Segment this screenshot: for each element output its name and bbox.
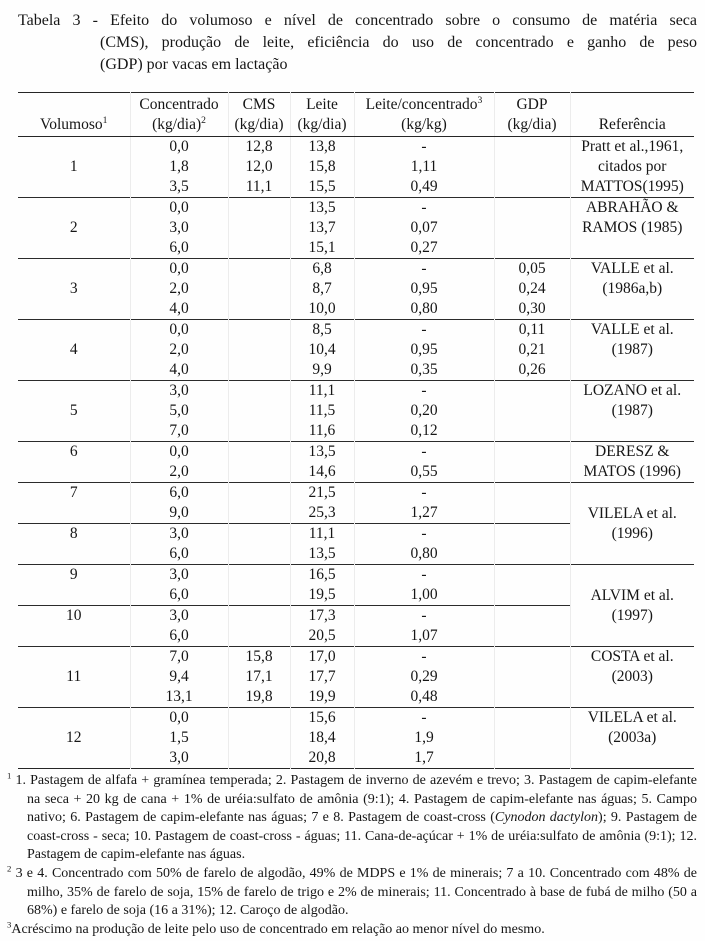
reference-line: VALLE et al. (590, 321, 674, 338)
reference-line: (1996) (611, 524, 653, 542)
cell-leite: 20,8 (290, 748, 354, 769)
header-unit (131, 115, 228, 135)
cell-leite: 8,7 (290, 279, 354, 299)
cell-gdp (494, 647, 570, 668)
cell-concentrado: 5,0 (130, 401, 228, 421)
reference-line: (2003) (611, 668, 653, 685)
header-volumoso (18, 93, 130, 137)
cell-gdp (494, 524, 570, 545)
cell-concentrado: 6,0 (130, 585, 228, 606)
cell-volumoso: 6 (18, 442, 130, 483)
cell-referencia (570, 320, 694, 381)
data-table (18, 92, 694, 769)
cell-leite-concentrado: 1,07 (354, 626, 494, 647)
cell-referencia (570, 483, 694, 565)
cell-referencia (570, 442, 694, 483)
cell-leite: 15,6 (290, 708, 354, 729)
cell-leite-concentrado: 0,35 (354, 360, 494, 381)
cell-concentrado: 1,5 (130, 728, 228, 748)
cell-leite-concentrado: - (354, 198, 494, 219)
table-row (18, 708, 694, 729)
cell-volumoso: 8 (18, 524, 130, 565)
cell-cms (228, 401, 290, 421)
caption-line-1: Tabela 3 - Efeito do volumoso e nível de concentrado sobre o consumo de matéria seca (18, 12, 697, 29)
cell-gdp (494, 687, 570, 708)
cell-leite-concentrado: 0,95 (354, 279, 494, 299)
cell-gdp (494, 401, 570, 421)
cell-gdp: 0,30 (494, 299, 570, 320)
cell-cms (228, 381, 290, 402)
cell-leite: 15,1 (290, 238, 354, 259)
header-unit (229, 115, 290, 135)
cell-leite-concentrado: - (354, 565, 494, 586)
cell-concentrado: 3,0 (130, 218, 228, 238)
cell-leite-concentrado: - (354, 320, 494, 341)
cell-cms (228, 708, 290, 729)
cell-referencia (570, 198, 694, 259)
cell-concentrado: 3,0 (130, 606, 228, 627)
cell-volumoso: 4 (18, 320, 130, 381)
table-row (18, 565, 694, 586)
cell-leite: 19,5 (290, 585, 354, 606)
cell-cms (228, 442, 290, 463)
cell-concentrado: 3,0 (130, 565, 228, 586)
header-superscript: 3 (477, 94, 483, 106)
cell-concentrado: 9,4 (130, 667, 228, 687)
cell-gdp (494, 544, 570, 565)
cell-gdp (494, 238, 570, 259)
cell-volumoso: 1 (18, 137, 130, 198)
reference-line: COSTA et al. (590, 648, 674, 665)
header-label-text: Volumoso (40, 116, 103, 133)
cell-leite: 20,5 (290, 626, 354, 647)
header-unit-text: (kg/dia) (507, 116, 557, 133)
header-label (291, 95, 354, 115)
table-row (18, 442, 694, 463)
cell-cms: 11,1 (228, 177, 290, 198)
reference-line: (1987) (611, 341, 653, 358)
cell-volumoso: 10 (18, 606, 130, 647)
cell-cms (228, 585, 290, 606)
cell-gdp (494, 421, 570, 442)
cell-leite: 25,3 (290, 503, 354, 524)
cell-leite: 13,5 (290, 544, 354, 565)
cell-gdp (494, 667, 570, 687)
cell-cms (228, 728, 290, 748)
cell-concentrado: 1,8 (130, 157, 228, 177)
cell-cms (228, 320, 290, 341)
cell-cms (228, 503, 290, 524)
cell-cms (228, 259, 290, 280)
cell-leite-concentrado: 0,49 (354, 177, 494, 198)
cell-referencia (570, 137, 694, 198)
cell-leite-concentrado: 0,27 (354, 238, 494, 259)
header-label-text: Leite/concentrado (365, 96, 478, 113)
cell-cms (228, 299, 290, 320)
cell-leite-concentrado: 1,00 (354, 585, 494, 606)
reference-line: LOZANO et al. (583, 382, 682, 399)
header-cms (228, 93, 290, 137)
header-unit (495, 115, 570, 135)
cell-leite: 15,8 (290, 157, 354, 177)
cell-leite-concentrado: - (354, 524, 494, 545)
cell-concentrado: 6,0 (130, 544, 228, 565)
reference-line: RAMOS (1985) (582, 219, 683, 236)
cell-concentrado: 3,0 (130, 524, 228, 545)
cell-referencia (570, 708, 694, 769)
header-label (229, 95, 290, 115)
cell-leite: 8,5 (290, 320, 354, 341)
footnote-text: 1. Pastagem de alfafa + gramínea temperada; 2. Pastagem de inverno de azevém e trevo; 3. Pastagem de capim-elefante na seca + 20 kg de cana + 1% de uréia:sulfato de amônia (9:1); 4. Pastagem de capim-elefante nas águas; 5. Campo nativo; 6. Pastagem de capim-elefante nas águas; 7 e 8. Pastagem de coast-cross ( (11, 773, 697, 826)
cell-cms: 12,8 (228, 137, 290, 158)
header-leite (290, 93, 354, 137)
footnote-1 (7, 772, 697, 865)
cell-leite-concentrado: 1,7 (354, 748, 494, 769)
cell-cms (228, 626, 290, 647)
cell-gdp (494, 626, 570, 647)
reference-line: (1987) (611, 402, 653, 419)
cell-leite-concentrado: - (354, 708, 494, 729)
cell-concentrado: 13,1 (130, 687, 228, 708)
header-label-text: Concentrado (139, 96, 219, 113)
header-label (571, 115, 695, 135)
reference-line: VILELA et al. (587, 504, 677, 522)
cell-leite: 17,3 (290, 606, 354, 627)
cell-referencia (570, 381, 694, 442)
cell-leite: 13,8 (290, 137, 354, 158)
footnote-italic-text: Cynodon dactylon (494, 810, 599, 826)
cell-leite-concentrado: - (354, 137, 494, 158)
header-label (18, 115, 130, 135)
header-label (355, 95, 494, 115)
cell-cms (228, 421, 290, 442)
reference-line: Pratt et al.,1961, (581, 138, 684, 155)
reference-line: (1986a,b) (602, 280, 663, 297)
cell-leite-concentrado: 0,55 (354, 462, 494, 483)
cell-leite: 6,8 (290, 259, 354, 280)
cell-volumoso: 3 (18, 259, 130, 320)
cell-gdp: 0,11 (494, 320, 570, 341)
cell-gdp: 0,21 (494, 340, 570, 360)
header-superscript: 2 (201, 114, 206, 126)
cell-cms (228, 524, 290, 545)
cell-concentrado: 9,0 (130, 503, 228, 524)
cell-leite: 19,9 (290, 687, 354, 708)
cell-volumoso: 11 (18, 647, 130, 708)
footnote-text: 3 e 4. Concentrado com 50% de farelo de algodão, 49% de MDPS e 1% de minerais; 7 a 10. Concentrado com 48% de milho, 35% de farelo de soja, 15% de farelo de trigo e 2% de minerais; 11. Concentrado à base de fubá de milho (50 a 68%) e farelo de soja (16 a 31%); 12. Caroço de algodão. (11, 865, 697, 919)
cell-gdp (494, 198, 570, 219)
cell-concentrado: 2,0 (130, 279, 228, 299)
header-unit-text: (kg/kg) (401, 116, 447, 133)
header-gdp (494, 93, 570, 137)
cell-cms: 15,8 (228, 647, 290, 668)
cell-leite-concentrado: 0,20 (354, 401, 494, 421)
cell-gdp (494, 708, 570, 729)
cell-concentrado: 0,0 (130, 198, 228, 219)
cell-leite-concentrado: - (354, 483, 494, 504)
header-row (18, 93, 694, 137)
cell-cms (228, 748, 290, 769)
header-unit-text: (kg/dia) (297, 116, 347, 133)
cell-referencia (570, 259, 694, 320)
cell-gdp (494, 177, 570, 198)
footnote-superscript: 1 (7, 770, 12, 781)
cell-concentrado: 7,0 (130, 647, 228, 668)
table-row (18, 259, 694, 280)
footnote-superscript: 3 (7, 919, 12, 930)
cell-leite-concentrado: 0,29 (354, 667, 494, 687)
cell-leite: 15,5 (290, 177, 354, 198)
cell-concentrado: 6,0 (130, 483, 228, 504)
cell-concentrado: 3,0 (130, 748, 228, 769)
cell-leite: 21,5 (290, 483, 354, 504)
cell-cms (228, 544, 290, 565)
cell-gdp: 0,05 (494, 259, 570, 280)
reference-line: ABRAHÃO & (585, 199, 679, 216)
table-body (18, 137, 694, 769)
table-row (18, 320, 694, 341)
cell-concentrado: 2,0 (130, 462, 228, 483)
cell-cms (228, 360, 290, 381)
header-unit (291, 115, 354, 135)
cell-concentrado: 3,5 (130, 177, 228, 198)
header-label-text: Leite (306, 96, 338, 113)
cell-leite: 11,5 (290, 401, 354, 421)
table-row (18, 137, 694, 158)
cell-gdp (494, 462, 570, 483)
cell-concentrado: 0,0 (130, 442, 228, 463)
cell-concentrado: 4,0 (130, 360, 228, 381)
header-unit (355, 115, 494, 135)
cell-leite-concentrado: 0,12 (354, 421, 494, 442)
cell-gdp (494, 585, 570, 606)
header-unit-text: (kg/dia) (234, 116, 284, 133)
header-label-text: CMS (242, 96, 276, 113)
header-label (131, 95, 228, 115)
cell-leite: 18,4 (290, 728, 354, 748)
cell-cms (228, 606, 290, 627)
caption-line-3: (GDP) por vacas em lactação (100, 56, 288, 73)
cell-gdp (494, 381, 570, 402)
cell-leite: 11,1 (290, 524, 354, 545)
cell-leite-concentrado: 1,11 (354, 157, 494, 177)
reference-line: ALVIM et al. (590, 586, 674, 604)
header-label-text: GDP (516, 96, 548, 113)
reference-line: (2003a) (608, 729, 657, 746)
cell-concentrado: 6,0 (130, 238, 228, 259)
cell-volumoso: 12 (18, 708, 130, 769)
cell-gdp (494, 606, 570, 627)
cell-leite-concentrado: 0,07 (354, 218, 494, 238)
cell-referencia (570, 565, 694, 647)
cell-leite-concentrado: 1,9 (354, 728, 494, 748)
cell-leite: 13,7 (290, 218, 354, 238)
cell-leite-concentrado: 0,80 (354, 544, 494, 565)
header-referencia (570, 93, 694, 137)
cell-leite-concentrado: - (354, 381, 494, 402)
footnote-text: Acréscimo na produção de leite pelo uso de concentrado em relação ao menor nível do mesmo. (11, 921, 545, 937)
cell-cms (228, 198, 290, 219)
cell-gdp (494, 503, 570, 524)
cell-cms (228, 483, 290, 504)
caption-line-2: (CMS), produção de leite, eficiência do uso de concentrado e ganho de peso (100, 34, 697, 51)
header-superscript: 1 (102, 114, 108, 126)
cell-leite: 13,5 (290, 198, 354, 219)
cell-cms: 19,8 (228, 687, 290, 708)
cell-gdp (494, 565, 570, 586)
cell-concentrado: 7,0 (130, 421, 228, 442)
cell-gdp (494, 157, 570, 177)
cell-leite: 14,6 (290, 462, 354, 483)
table-row (18, 198, 694, 219)
cell-leite-concentrado: - (354, 442, 494, 463)
cell-concentrado: 2,0 (130, 340, 228, 360)
reference-line: MATTOS(1995) (580, 178, 684, 195)
cell-cms: 17,1 (228, 667, 290, 687)
cell-gdp (494, 748, 570, 769)
cell-leite: 9,9 (290, 360, 354, 381)
cell-gdp (494, 442, 570, 463)
cell-leite: 11,6 (290, 421, 354, 442)
cell-leite: 17,0 (290, 647, 354, 668)
cell-concentrado: 0,0 (130, 259, 228, 280)
cell-leite-concentrado: - (354, 606, 494, 627)
cell-cms (228, 238, 290, 259)
cell-cms (228, 218, 290, 238)
cell-leite-concentrado: 0,95 (354, 340, 494, 360)
cell-volumoso: 5 (18, 381, 130, 442)
header-label (495, 95, 570, 115)
cell-leite: 10,4 (290, 340, 354, 360)
header-concentrado (130, 93, 228, 137)
cell-cms (228, 340, 290, 360)
cell-volumoso: 2 (18, 198, 130, 259)
cell-leite-concentrado: 1,27 (354, 503, 494, 524)
cell-volumoso: 9 (18, 565, 130, 606)
table-row (18, 483, 694, 504)
reference-line: MATOS (1996) (583, 463, 681, 480)
table-row (18, 647, 694, 668)
cell-concentrado: 4,0 (130, 299, 228, 320)
cell-gdp (494, 483, 570, 504)
cell-leite-concentrado: 0,48 (354, 687, 494, 708)
cell-concentrado: 0,0 (130, 137, 228, 158)
cell-concentrado: 6,0 (130, 626, 228, 647)
footnote-superscript: 2 (7, 863, 12, 874)
cell-gdp: 0,26 (494, 360, 570, 381)
table-caption (18, 10, 697, 76)
cell-leite-concentrado: 0,80 (354, 299, 494, 320)
cell-cms: 12,0 (228, 157, 290, 177)
header-leite-concentrado (354, 93, 494, 137)
cell-leite: 13,5 (290, 442, 354, 463)
footnote-2 (7, 865, 697, 921)
cell-gdp: 0,24 (494, 279, 570, 299)
cell-cms (228, 462, 290, 483)
reference-line: (1997) (611, 606, 653, 624)
cell-leite: 16,5 (290, 565, 354, 586)
reference-line: citados por (598, 158, 667, 175)
cell-gdp (494, 728, 570, 748)
cell-leite: 11,1 (290, 381, 354, 402)
cell-cms (228, 565, 290, 586)
cell-concentrado: 0,0 (130, 708, 228, 729)
header-label-text: Referência (598, 116, 666, 133)
cell-gdp (494, 218, 570, 238)
cell-concentrado: 3,0 (130, 381, 228, 402)
footnotes (7, 772, 697, 939)
reference-line: DERESZ & (595, 443, 670, 460)
cell-concentrado: 0,0 (130, 320, 228, 341)
cell-leite-concentrado: - (354, 647, 494, 668)
cell-leite: 17,7 (290, 667, 354, 687)
cell-cms (228, 279, 290, 299)
cell-volumoso: 7 (18, 483, 130, 524)
reference-line: VILELA et al. (587, 709, 677, 726)
reference-line: VALLE et al. (590, 260, 674, 277)
header-unit-text: (kg/dia) (152, 116, 202, 133)
footnote-3 (7, 921, 697, 940)
footnote-text: ); 9. Pastagem de coast-cross - seca; 10. Pastagem de coast-cross - águas; 11. Cana-de-açúcar + 1% de uréia:sulfato de amônia (9:1); 12. Pastagem de capim-elefante nas águas. (27, 810, 698, 863)
cell-referencia (570, 647, 694, 708)
cell-gdp (494, 137, 570, 158)
cell-leite: 10,0 (290, 299, 354, 320)
table-row (18, 381, 694, 402)
cell-leite-concentrado: - (354, 259, 494, 280)
